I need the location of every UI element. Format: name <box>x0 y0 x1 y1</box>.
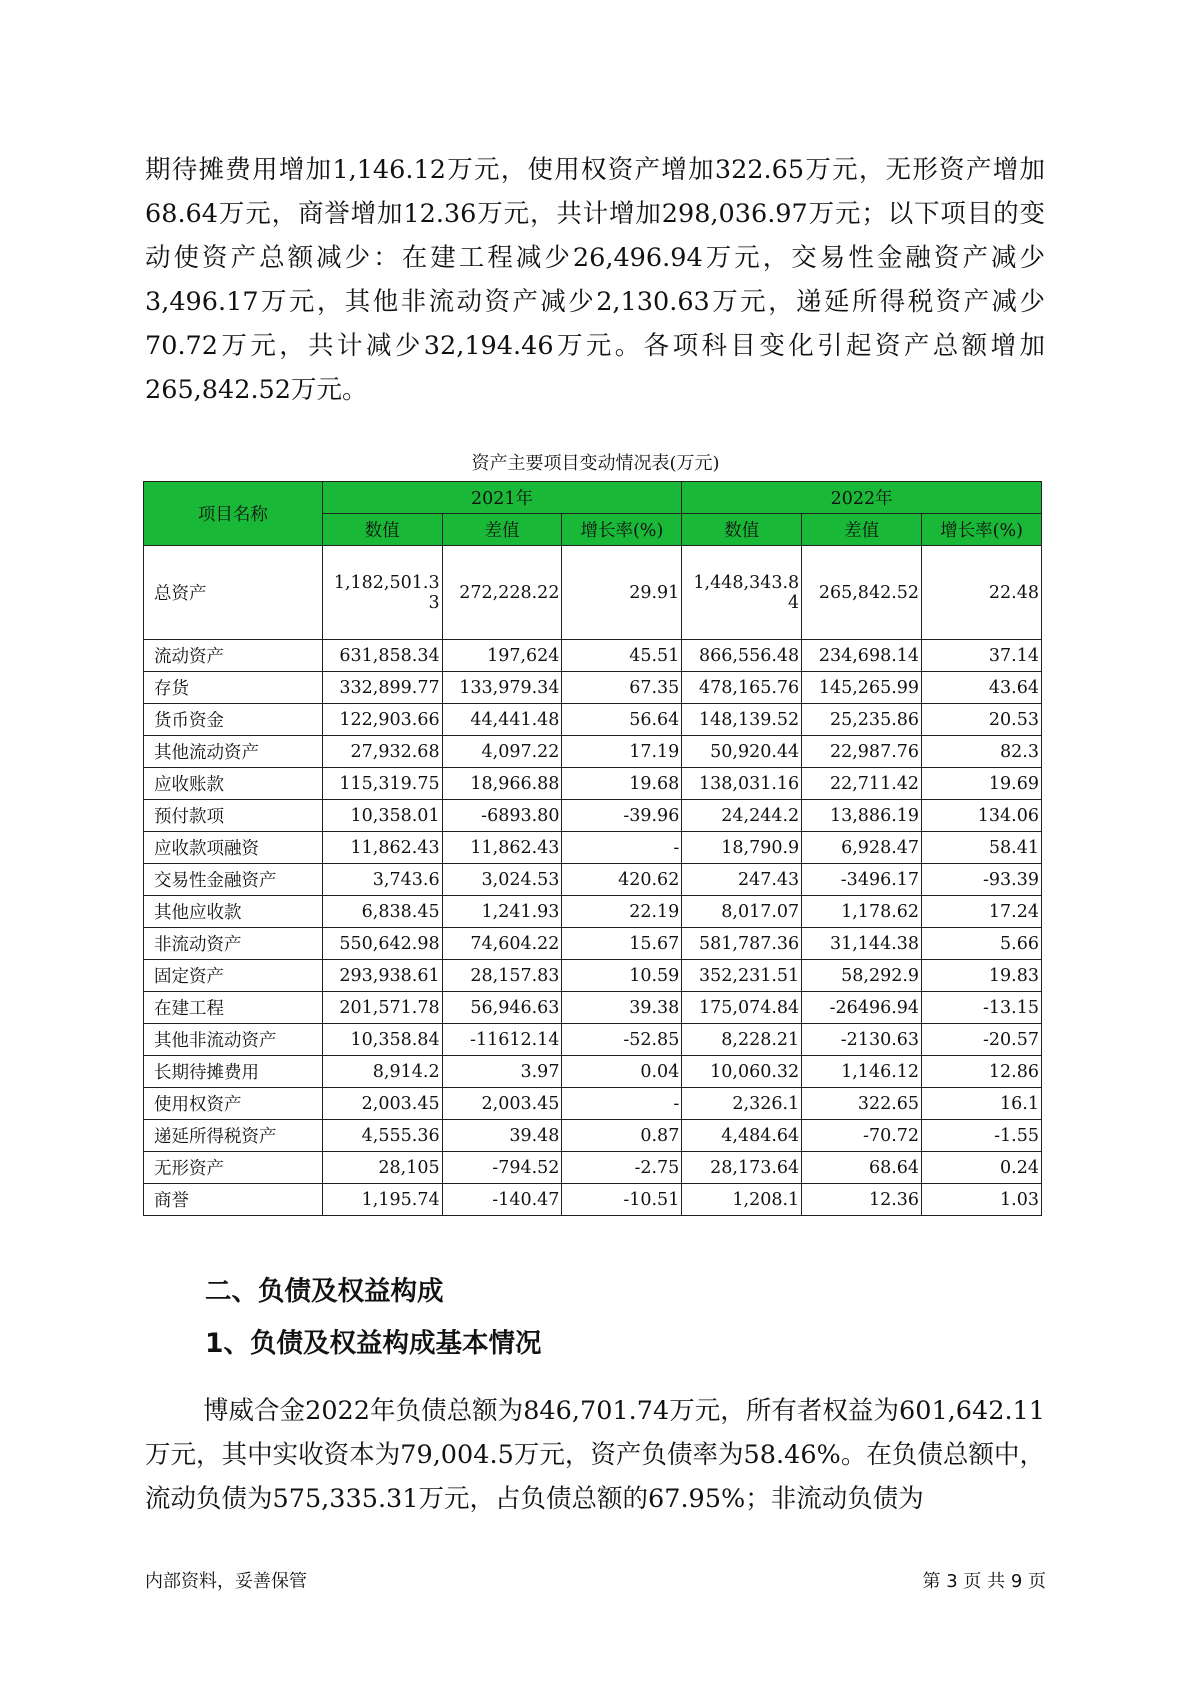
cell-item-name: 长期待摊费用 <box>144 1056 323 1088</box>
cell-diff-2022: 322.65 <box>802 1088 922 1120</box>
cell-diff-2022: -70.72 <box>802 1120 922 1152</box>
cell-value-2021: 293,938.61 <box>322 960 442 992</box>
cell-diff-2022: 25,235.86 <box>802 704 922 736</box>
table-row <box>144 896 1042 928</box>
header-growth-2022: 增长率(%) <box>922 514 1042 546</box>
cell-growth-2022: 19.83 <box>922 960 1042 992</box>
cell-growth-2022: 37.14 <box>922 640 1042 672</box>
cell-value-2021: 28,105 <box>322 1152 442 1184</box>
cell-item-name: 总资产 <box>144 546 323 640</box>
table-row <box>144 546 1042 640</box>
cell-item-name: 交易性金融资产 <box>144 864 323 896</box>
cell-growth-2021: -10.51 <box>562 1184 682 1216</box>
cell-item-name: 无形资产 <box>144 1152 323 1184</box>
cell-diff-2022: 13,886.19 <box>802 800 922 832</box>
cell-item-name: 其他非流动资产 <box>144 1024 323 1056</box>
header-item-name: 项目名称 <box>144 482 323 546</box>
cell-growth-2021: 19.68 <box>562 768 682 800</box>
cell-diff-2021: 1,241.93 <box>442 896 562 928</box>
cell-diff-2021: -6893.80 <box>442 800 562 832</box>
header-growth-2021: 增长率(%) <box>562 514 682 546</box>
cell-diff-2022: 265,842.52 <box>802 546 922 640</box>
cell-diff-2021: 56,946.63 <box>442 992 562 1024</box>
table-row <box>144 640 1042 672</box>
cell-diff-2021: 4,097.22 <box>442 736 562 768</box>
cell-growth-2021: 0.04 <box>562 1056 682 1088</box>
cell-growth-2021: 39.38 <box>562 992 682 1024</box>
cell-diff-2021: 3,024.53 <box>442 864 562 896</box>
cell-value-2022: 2,326.1 <box>682 1088 802 1120</box>
cell-growth-2021: -39.96 <box>562 800 682 832</box>
cell-growth-2021: -52.85 <box>562 1024 682 1056</box>
table-row <box>144 1152 1042 1184</box>
cell-value-2022: 581,787.36 <box>682 928 802 960</box>
cell-growth-2022: -13.15 <box>922 992 1042 1024</box>
cell-value-2021: 11,862.43 <box>322 832 442 864</box>
cell-value-2021: 10,358.01 <box>322 800 442 832</box>
cell-value-2021: 6,838.45 <box>322 896 442 928</box>
cell-value-2022: 1,208.1 <box>682 1184 802 1216</box>
cell-value-2022: 866,556.48 <box>682 640 802 672</box>
table-row <box>144 704 1042 736</box>
cell-value-2022: 1,448,343.84 <box>682 546 802 640</box>
cell-diff-2021: 133,979.34 <box>442 672 562 704</box>
cell-item-name: 应收款项融资 <box>144 832 323 864</box>
cell-item-name: 其他流动资产 <box>144 736 323 768</box>
asset-change-table <box>143 481 1042 1216</box>
cell-value-2021: 550,642.98 <box>322 928 442 960</box>
cell-value-2022: 8,017.07 <box>682 896 802 928</box>
cell-item-name: 商誉 <box>144 1184 323 1216</box>
table-row <box>144 1024 1042 1056</box>
cell-growth-2021: 15.67 <box>562 928 682 960</box>
cell-growth-2021: -2.75 <box>562 1152 682 1184</box>
cell-diff-2022: 1,146.12 <box>802 1056 922 1088</box>
table-row <box>144 800 1042 832</box>
table-row <box>144 832 1042 864</box>
cell-growth-2022: 22.48 <box>922 546 1042 640</box>
cell-diff-2022: 145,265.99 <box>802 672 922 704</box>
cell-growth-2021: - <box>562 832 682 864</box>
table-row <box>144 672 1042 704</box>
cell-value-2021: 115,319.75 <box>322 768 442 800</box>
cell-growth-2021: 67.35 <box>562 672 682 704</box>
header-value-2021: 数值 <box>322 514 442 546</box>
cell-item-name: 递延所得税资产 <box>144 1120 323 1152</box>
cell-growth-2021: 17.19 <box>562 736 682 768</box>
table-header <box>144 482 1042 546</box>
subsection-heading: 1、负债及权益构成基本情况 <box>205 1328 542 1359</box>
table-row <box>144 992 1042 1024</box>
cell-diff-2021: 74,604.22 <box>442 928 562 960</box>
cell-value-2021: 201,571.78 <box>322 992 442 1024</box>
cell-item-name: 固定资产 <box>144 960 323 992</box>
cell-diff-2021: -140.47 <box>442 1184 562 1216</box>
cell-growth-2022: 19.69 <box>922 768 1042 800</box>
cell-value-2022: 148,139.52 <box>682 704 802 736</box>
table-row <box>144 928 1042 960</box>
cell-value-2022: 50,920.44 <box>682 736 802 768</box>
cell-growth-2021: 22.19 <box>562 896 682 928</box>
cell-diff-2022: 58,292.9 <box>802 960 922 992</box>
cell-value-2021: 122,903.66 <box>322 704 442 736</box>
cell-value-2022: 352,231.51 <box>682 960 802 992</box>
cell-item-name: 其他应收款 <box>144 896 323 928</box>
cell-growth-2022: -1.55 <box>922 1120 1042 1152</box>
cell-growth-2022: 0.24 <box>922 1152 1042 1184</box>
cell-diff-2021: 272,228.22 <box>442 546 562 640</box>
header-diff-2021: 差值 <box>442 514 562 546</box>
cell-growth-2022: 17.24 <box>922 896 1042 928</box>
cell-value-2022: 28,173.64 <box>682 1152 802 1184</box>
cell-value-2021: 10,358.84 <box>322 1024 442 1056</box>
cell-diff-2022: 22,987.76 <box>802 736 922 768</box>
cell-diff-2022: 12.36 <box>802 1184 922 1216</box>
cell-value-2021: 2,003.45 <box>322 1088 442 1120</box>
cell-diff-2021: 18,966.88 <box>442 768 562 800</box>
cell-growth-2022: 12.86 <box>922 1056 1042 1088</box>
cell-growth-2021: 29.91 <box>562 546 682 640</box>
cell-growth-2021: 56.64 <box>562 704 682 736</box>
cell-value-2022: 175,074.84 <box>682 992 802 1024</box>
header-value-2022: 数值 <box>682 514 802 546</box>
table-row <box>144 1184 1042 1216</box>
cell-diff-2022: -3496.17 <box>802 864 922 896</box>
cell-diff-2021: 2,003.45 <box>442 1088 562 1120</box>
cell-item-name: 存货 <box>144 672 323 704</box>
cell-growth-2022: 20.53 <box>922 704 1042 736</box>
cell-item-name: 在建工程 <box>144 992 323 1024</box>
cell-value-2022: 10,060.32 <box>682 1056 802 1088</box>
cell-value-2021: 4,555.36 <box>322 1120 442 1152</box>
cell-diff-2022: 6,928.47 <box>802 832 922 864</box>
cell-diff-2021: 44,441.48 <box>442 704 562 736</box>
cell-diff-2022: 68.64 <box>802 1152 922 1184</box>
cell-value-2021: 631,858.34 <box>322 640 442 672</box>
cell-value-2021: 1,195.74 <box>322 1184 442 1216</box>
cell-value-2021: 8,914.2 <box>322 1056 442 1088</box>
table-body <box>144 546 1042 1216</box>
cell-item-name: 非流动资产 <box>144 928 323 960</box>
footer-confidential-note: 内部资料，妥善保管 <box>145 1571 307 1592</box>
cell-item-name: 货币资金 <box>144 704 323 736</box>
cell-value-2022: 18,790.9 <box>682 832 802 864</box>
table-row <box>144 864 1042 896</box>
table-row <box>144 1056 1042 1088</box>
cell-diff-2022: 22,711.42 <box>802 768 922 800</box>
cell-diff-2022: 31,144.38 <box>802 928 922 960</box>
header-diff-2022: 差值 <box>802 514 922 546</box>
cell-value-2022: 138,031.16 <box>682 768 802 800</box>
cell-growth-2022: 58.41 <box>922 832 1042 864</box>
cell-item-name: 应收账款 <box>144 768 323 800</box>
cell-diff-2022: 1,178.62 <box>802 896 922 928</box>
cell-diff-2021: 197,624 <box>442 640 562 672</box>
cell-growth-2022: 5.66 <box>922 928 1042 960</box>
cell-diff-2021: 39.48 <box>442 1120 562 1152</box>
cell-growth-2022: 16.1 <box>922 1088 1042 1120</box>
footer-page-number: 第 3 页 共 9 页 <box>922 1571 1046 1592</box>
cell-growth-2021: - <box>562 1088 682 1120</box>
section-heading: 二、负债及权益构成 <box>205 1276 444 1307</box>
intro-paragraph: 期待摊费用增加1,146.12万元，使用权资产增加322.65万元，无形资产增加68.64万元，商誉增加12.36万元，共计增加298,036.97万元；以下项目的变动使资产总额减少：在建工程减少26,496.94万元，交易性金融资产减少3,496.17万元，其他非流动资产减少2,130.63万元，递延所得税资产减少70.72万元，共计减少32,194.46万元。各项科目变化引起资产总额增加265,842.52万元。 <box>145 155 1045 405</box>
table-row <box>144 960 1042 992</box>
header-year-2021: 2021年 <box>322 482 682 514</box>
cell-growth-2022: -93.39 <box>922 864 1042 896</box>
cell-value-2021: 1,182,501.33 <box>322 546 442 640</box>
cell-growth-2022: 134.06 <box>922 800 1042 832</box>
cell-diff-2022: -2130.63 <box>802 1024 922 1056</box>
cell-diff-2021: -794.52 <box>442 1152 562 1184</box>
cell-diff-2022: -26496.94 <box>802 992 922 1024</box>
cell-growth-2021: 0.87 <box>562 1120 682 1152</box>
cell-diff-2021: 11,862.43 <box>442 832 562 864</box>
cell-growth-2021: 10.59 <box>562 960 682 992</box>
cell-item-name: 使用权资产 <box>144 1088 323 1120</box>
table-row <box>144 736 1042 768</box>
cell-growth-2021: 420.62 <box>562 864 682 896</box>
cell-diff-2021: 28,157.83 <box>442 960 562 992</box>
table-row <box>144 1120 1042 1152</box>
cell-growth-2022: -20.57 <box>922 1024 1042 1056</box>
cell-value-2022: 478,165.76 <box>682 672 802 704</box>
cell-growth-2022: 82.3 <box>922 736 1042 768</box>
header-year-2022: 2022年 <box>682 482 1042 514</box>
cell-item-name: 预付款项 <box>144 800 323 832</box>
table-row <box>144 1088 1042 1120</box>
cell-item-name: 流动资产 <box>144 640 323 672</box>
cell-value-2021: 332,899.77 <box>322 672 442 704</box>
cell-diff-2022: 234,698.14 <box>802 640 922 672</box>
cell-growth-2022: 43.64 <box>922 672 1042 704</box>
cell-value-2022: 4,484.64 <box>682 1120 802 1152</box>
cell-value-2022: 8,228.21 <box>682 1024 802 1056</box>
table-row <box>144 768 1042 800</box>
table-caption: 资产主要项目变动情况表(万元) <box>471 453 720 474</box>
cell-diff-2021: -11612.14 <box>442 1024 562 1056</box>
cell-value-2022: 24,244.2 <box>682 800 802 832</box>
cell-value-2021: 3,743.6 <box>322 864 442 896</box>
body-paragraph: 博威合金2022年负债总额为846,701.74万元，所有者权益为601,642.11万元，其中实收资本为79,004.5万元，资产负债率为58.46%。在负债总额中，流动负债为575,335.31万元，占负债总额的67.95%；非流动负债为 <box>145 1396 1045 1514</box>
cell-value-2021: 27,932.68 <box>322 736 442 768</box>
cell-diff-2021: 3.97 <box>442 1056 562 1088</box>
cell-growth-2022: 1.03 <box>922 1184 1042 1216</box>
cell-growth-2021: 45.51 <box>562 640 682 672</box>
cell-value-2022: 247.43 <box>682 864 802 896</box>
